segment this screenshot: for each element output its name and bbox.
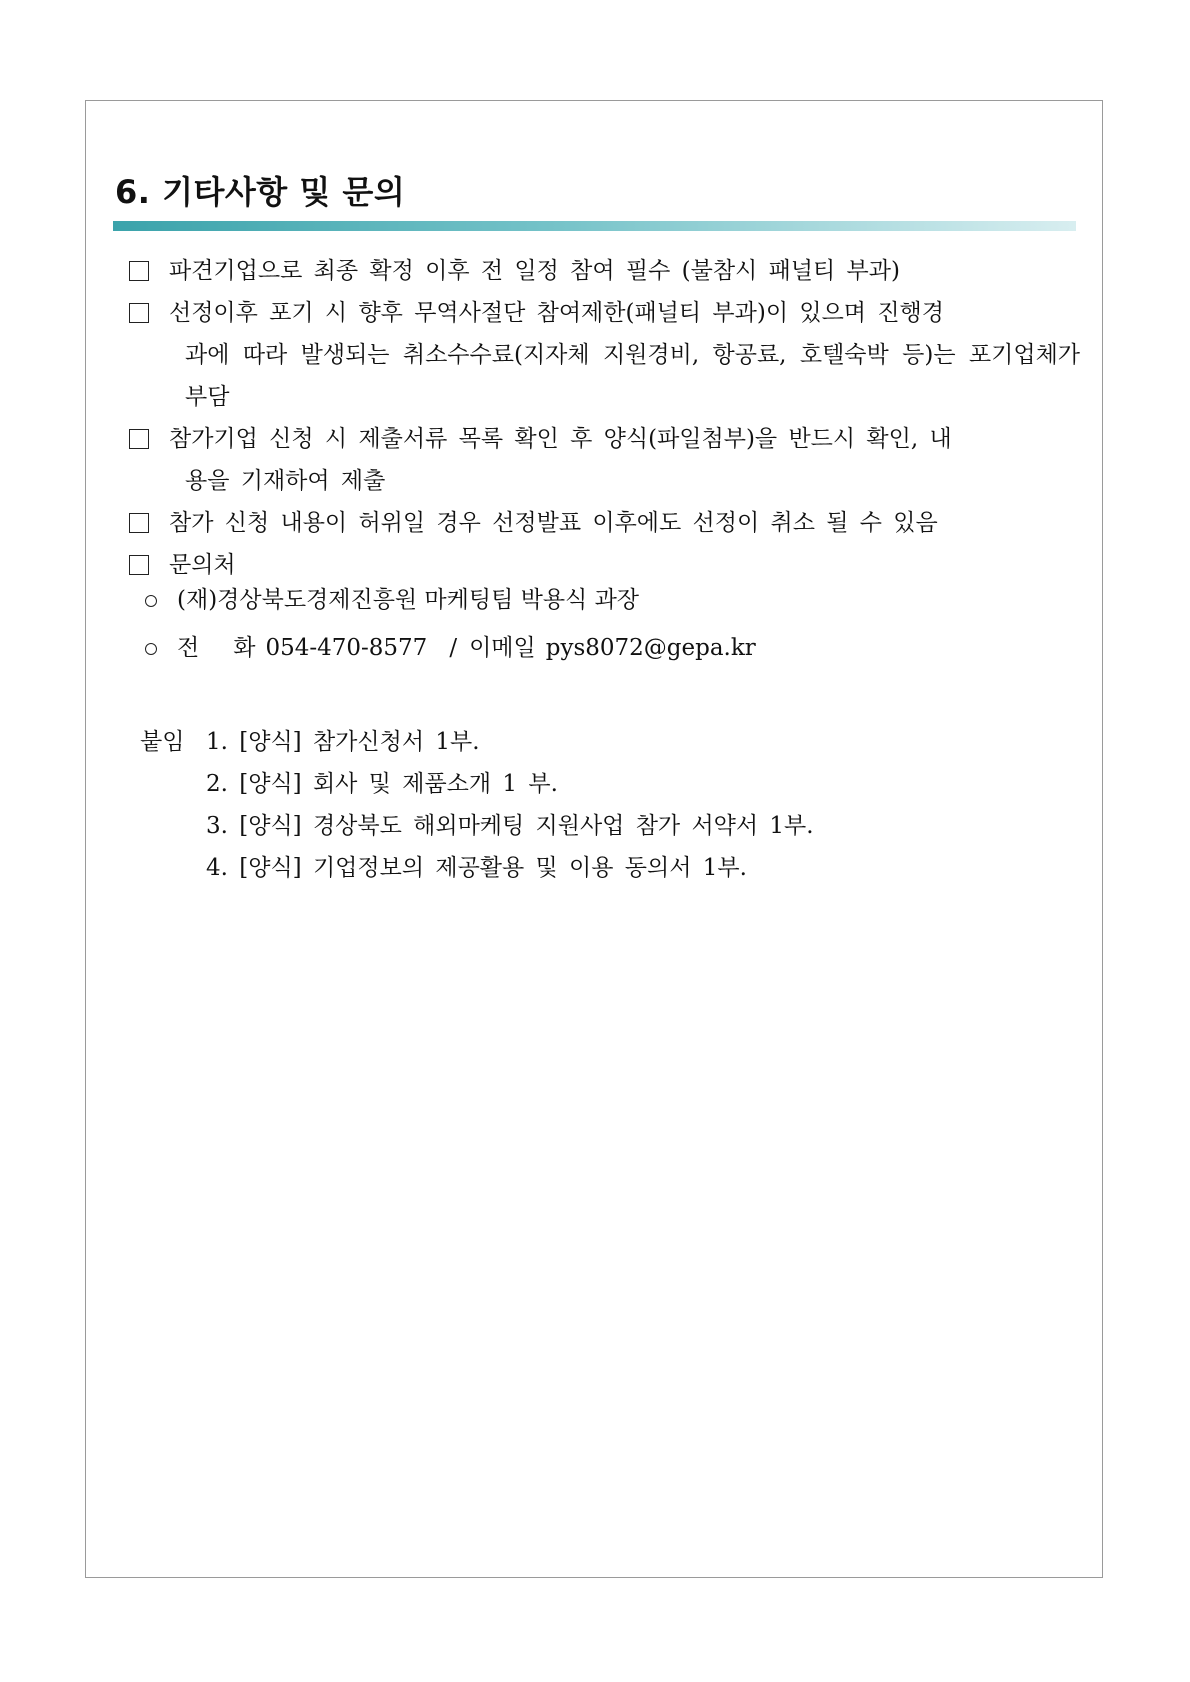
checkbox-icon xyxy=(129,555,149,575)
attachment-text: 4. [양식] 기업정보의 제공활용 및 이용 동의서 1부. xyxy=(206,855,747,881)
item-text-continued: 용을 기재하여 제출 xyxy=(185,468,386,494)
checklist-item xyxy=(125,418,1080,502)
phone-number: 054-470-8577 xyxy=(265,635,428,661)
item-text-continued: 과에 따라 발생되는 취소수수료(지자체 지원경비, 항공료, 호텔숙박 등)는 포기업체가 부담 xyxy=(185,342,1080,410)
checklist-item xyxy=(125,502,1080,544)
checkbox-icon xyxy=(129,513,149,533)
item-text: 파견기업으로 최종 확정 이후 전 일정 참여 필수 (불참시 패널티 부과) xyxy=(169,258,900,284)
email-address: pys8072@gepa.kr xyxy=(545,635,756,661)
item-text: 선정이후 포기 시 향후 무역사절단 참여제한(패널티 부과)이 있으며 진행경 xyxy=(169,300,944,326)
contact-organization xyxy=(145,578,756,622)
attachment-text: 2. [양식] 회사 및 제품소개 1 부. xyxy=(206,771,558,797)
circle-bullet-icon xyxy=(145,595,157,607)
circle-bullet-icon xyxy=(145,643,157,655)
phone-label-1: 전 xyxy=(177,635,200,661)
attachment-item xyxy=(140,721,814,763)
organization-text: (재)경상북도경제진흥원 마케팅팀 박용식 과장 xyxy=(177,587,640,613)
attachment-text: 1. [양식] 참가신청서 1부. xyxy=(206,729,480,755)
attachment-lead: 붙임 xyxy=(140,729,185,755)
checkbox-icon xyxy=(129,261,149,281)
checklist-item xyxy=(125,250,1080,292)
separator: / xyxy=(449,635,458,661)
item-text: 참가 신청 내용이 허위일 경우 선정발표 이후에도 선정이 취소 될 수 있음 xyxy=(169,510,938,536)
item-text: 문의처 xyxy=(169,552,236,578)
attachment-item xyxy=(140,805,814,847)
contact-list xyxy=(145,578,756,670)
attachment-text: 3. [양식] 경상북도 해외마케팅 지원사업 참가 서약서 1부. xyxy=(206,813,814,839)
attachment-item xyxy=(140,847,814,889)
checkbox-icon xyxy=(129,303,149,323)
contact-phone-email xyxy=(145,626,756,670)
section-title: 6. 기타사항 및 문의 xyxy=(115,173,406,211)
title-rule xyxy=(113,221,1076,231)
checkbox-icon xyxy=(129,429,149,449)
attachment-item xyxy=(140,763,814,805)
email-label: 이메일 xyxy=(469,635,536,661)
item-text: 참가기업 신청 시 제출서류 목록 확인 후 양식(파일첨부)을 반드시 확인, 내 xyxy=(169,426,952,452)
phone-label-2: 화 xyxy=(233,635,256,661)
attachment-list xyxy=(140,721,814,889)
checklist-item xyxy=(125,292,1080,418)
checklist xyxy=(125,250,1080,586)
